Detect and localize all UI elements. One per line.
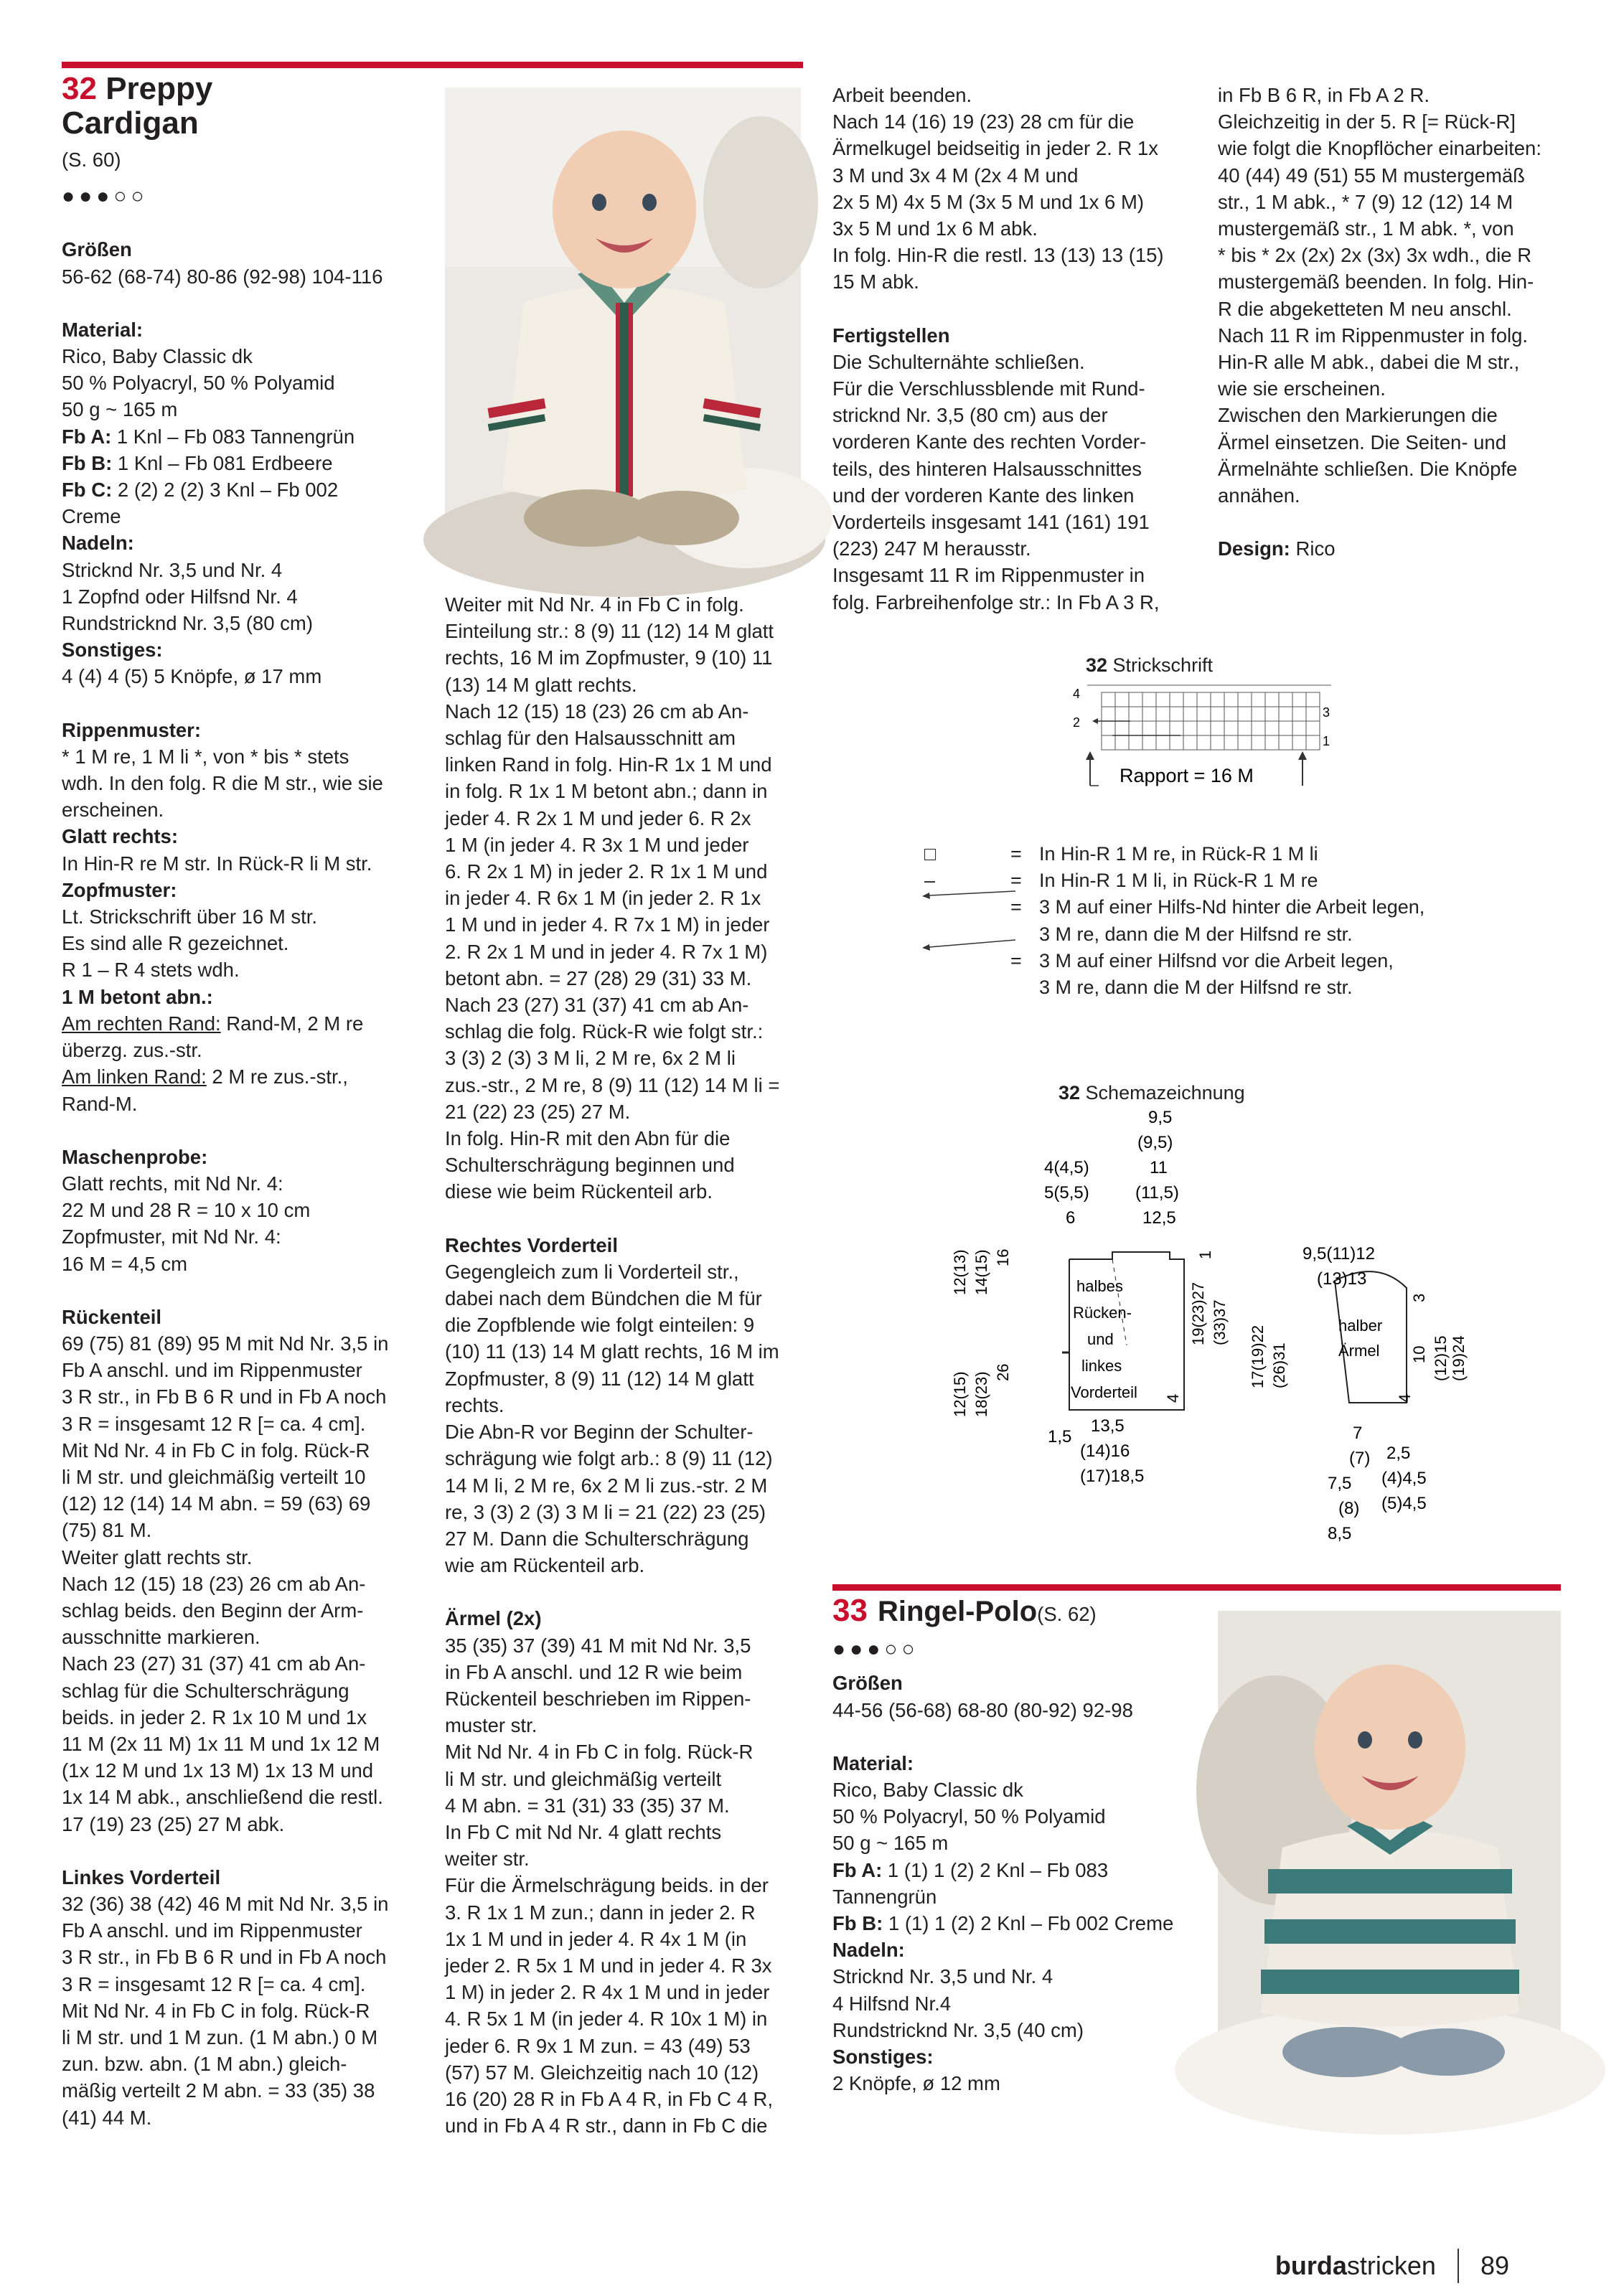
text-line: * bis * 2x (2x) 2x (3x) 3x wdh., die R [1218,244,1532,267]
section-heading: Maschenprobe: [62,1145,208,1168]
text-line: rechts. [445,1393,504,1416]
chart-cell [1238,692,1252,707]
text-line: 3 R = insgesamt 12 R [= ca. 4 cm]. [62,1972,366,1995]
chart-cell [1292,707,1306,721]
text-line: weiter str. [445,1848,530,1871]
svg-text:6: 6 [1066,1208,1076,1228]
svg-text:4(4,5): 4(4,5) [1044,1158,1089,1177]
text-line: die Zopfblende wie folgt einteilen: 9 [445,1314,755,1337]
chart-cell [1224,721,1238,735]
text-line: R die abgeketteten M neu anschl. [1218,297,1512,320]
svg-text:5(5,5): 5(5,5) [1044,1183,1089,1203]
brand-logo: burdastricken [1275,2251,1436,2280]
legend-equals: = [1010,870,1022,892]
svg-text:17(19)22: 17(19)22 [1249,1325,1267,1388]
svg-text:16: 16 [994,1248,1012,1266]
text-line: schlag die folg. Rück-R wie folgt str.: [445,1020,764,1043]
chart-cell [1156,735,1170,750]
section-heading: Material: [62,318,144,341]
legend-text: 3 M re, dann die M der Hilfsnd re str. [1039,923,1353,945]
legend-text: In Hin-R 1 M li, in Rück-R 1 M re [1039,870,1318,892]
text-line: Zopfmuster, 8 (9) 11 (12) 14 M glatt [445,1367,754,1390]
chart-cell [1211,707,1224,721]
text-line: 3 (3) 2 (3) 3 M li, 2 M re, 6x 2 M li [445,1047,736,1070]
text-line: li M str. und gleichmäßig verteilt 10 [62,1465,366,1488]
text-line: Für die Ärmelschrägung beids. in der [445,1874,769,1897]
chart-cell [1252,721,1265,735]
text-line: str., 1 M abk., * 7 (9) 12 (12) 14 M [1218,190,1513,213]
legend-text: 3 M auf einer Hilfs-Nd hinter die Arbeit legen, [1039,896,1425,918]
baby-cardigan-photo [445,88,801,554]
svg-text:1,5: 1,5 [1048,1427,1072,1446]
svg-text:18(23): 18(23) [972,1371,990,1417]
text-line: Ärmel einsetzen. Die Seiten- und [1218,430,1507,453]
baby-cardigan-illustration [445,88,801,554]
text-line: In folg. Hin-R die restl. 13 (13) 13 (15) [832,244,1164,267]
legend-equals: = [1010,949,1022,971]
text-line: Mit Nd Nr. 4 in Fb C in folg. Rück-R [62,1999,370,2022]
text-line: schlag für die Schulterschrägung [62,1679,349,1702]
chart-cell [1224,735,1238,750]
section-heading: Rückenteil [62,1305,162,1328]
text-line: 27 M. Dann die Schulterschrägung [445,1527,749,1550]
column-4: in Fb B 6 R, in Fb A 2 R. Gleichzeitig in der 5. R [= Rück-R] wie folgt die Knopflöcher einarbeiten: 40 (44) 49 (51) 55 M mustergemäß str., 1 M abk., * 7 (9) 12 (12) 14 M mustergemäß str., 1 M abk. *, von * bis * 2x (2x) 2x (3x) 3x wdh., die R mustergemäß beenden. In folg. Hin- R die abgeketteten M neu anschl. Nach 11 R im Rippenmuster in folg. Hin-R alle M abk., dabei die M str., wie sie erscheinen. Zwischen den Markierungen die Ärmel einsetzen. Die Seiten- und Ärmelnähte schließen. Die Knöpfe annähen. Design: Rico [1218,82,1584,562]
text-line: 1 M und in jeder 4. R 7x 1 M) in jeder [445,913,770,936]
text-line: Fb A anschl. und im Rippenmuster [62,1919,362,1942]
chart-cell [1238,721,1252,735]
text-line: wie am Rückenteil arb. [445,1554,645,1577]
chart-cell [1306,735,1320,750]
text-line: 1x 1 M und in jeder 4. R 4x 1 M (in [445,1927,747,1950]
chart-cell [1156,692,1170,707]
text-line: 69 (75) 81 (89) 95 M mit Nd Nr. 3,5 in [62,1332,389,1355]
text-line: (10) 11 (13) 14 M glatt rechts, 16 M im [445,1340,779,1363]
chart-cell [1292,735,1306,750]
text-line: (41) 44 M. [62,2106,152,2129]
text-line: Weiter glatt rechts str. [62,1545,253,1568]
text-line: 3 R str., in Fb B 6 R und in Fb A noch [62,1385,387,1408]
text-line: Nach 11 R im Rippenmuster in folg. [1218,324,1529,347]
text-line: 32 (36) 38 (42) 46 M mit Nd Nr. 3,5 in [62,1892,389,1915]
text-line: Nach 12 (15) 18 (23) 26 cm ab An- [62,1572,366,1595]
text-line: Nach 23 (27) 31 (37) 41 cm ab An- [445,994,749,1017]
text-line: 2. R 2x 1 M und in jeder 4. R 7x 1 M) [445,940,768,963]
text-line: Arbeit beenden. [832,84,972,106]
text-line: 35 (35) 37 (39) 41 M mit Nd Nr. 3,5 [445,1634,751,1657]
text-line: beids. in jeder 2. R 1x 10 M und 1x [62,1705,367,1728]
text-line: 15 M abk. [832,270,919,293]
text-line: annähen. [1218,484,1300,507]
difficulty-rating: ●●●○○ [62,184,149,209]
text-line: In folg. Hin-R mit den Abn für die [445,1127,731,1150]
legend-text: In Hin-R 1 M re, in Rück-R 1 M li [1039,843,1318,865]
chart-cell [1102,692,1115,707]
text-line: Hin-R alle M abk., dabei die M str., [1218,351,1520,374]
chart-cell [1129,721,1142,735]
chart-cell [1197,721,1211,735]
text-line: jeder 4. R 2x 1 M und jeder 6. R 2x [445,806,751,829]
section-heading: Rechtes Vorderteil [445,1233,618,1256]
chart-cell [1279,721,1292,735]
text-line: stricknd Nr. 3,5 (80 cm) aus der [832,404,1108,427]
chart-cell [1211,721,1224,735]
text-line: linken Rand in folg. Hin-R 1x 1 M und [445,753,772,776]
svg-text:(4)4,5: (4)4,5 [1381,1469,1427,1488]
baby-polo-photo [1218,1611,1561,2079]
text-line: teils, des hinteren Halsausschnittes [832,457,1142,480]
svg-text:12(13): 12(13) [951,1249,969,1295]
legend-symbol: □ [924,843,937,865]
svg-text:4: 4 [1396,1393,1414,1403]
text-line: in Fb B 6 R, in Fb A 2 R. [1218,84,1430,106]
text-line: zus.-str., 2 M re, 8 (9) 11 (12) 14 M li = [445,1073,780,1096]
text-line: wie folgt die Knopflöcher einarbeiten: [1218,137,1541,160]
text-line: Vorderteils insgesamt 141 (161) 191 [832,511,1150,534]
svg-text:3: 3 [1410,1293,1428,1302]
article-number: 32 [62,71,97,106]
chart-cell [1252,692,1265,707]
text-line: In Fb C mit Nd Nr. 4 glatt rechts [445,1820,722,1843]
chart-cell [1252,735,1265,750]
section-heading: Größen [832,1672,903,1695]
svg-text:26: 26 [994,1363,1012,1381]
section-heading: Zopfmuster: [62,878,177,901]
section-heading: Größen [62,238,132,261]
text-line: Insgesamt 11 R im Rippenmuster in [832,564,1145,587]
schema-caption: 32 Schemazeichnung [1059,1082,1245,1104]
column-3 [832,82,1191,616]
section-heading: Linkes Vorderteil [62,1866,221,1888]
legend-text: 3 M re, dann die M der Hilfsnd re str. [1039,977,1353,999]
chart-cell [1265,721,1279,735]
text-line: Für die Verschlussblende mit Rund- [832,377,1145,400]
text-line: Die Schulternähte schließen. [832,350,1085,373]
text-line: schrägung wie folgt arb.: 8 (9) 11 (12) [445,1447,773,1470]
chart-cell [1156,721,1170,735]
text-line: mustergemäß str., 1 M abk. *, von [1218,217,1514,240]
rapport-label: Rapport = 16 M [1120,765,1254,786]
text-line: 16 (20) 28 R in Fb A 4 R, in Fb C 4 R, [445,2087,774,2110]
text-line: Mit Nd Nr. 4 in Fb C in folg. Rück-R [62,1439,370,1462]
chart-cell [1102,721,1115,735]
chart-cell [1170,707,1183,721]
text-line: mäßig verteilt 2 M abn. = 33 (35) 38 [62,2079,375,2102]
header-red-bar-ringel [832,1584,1561,1591]
chart-cell [1238,707,1252,721]
text-line: Fb A anschl. und im Rippenmuster [62,1359,362,1382]
text-line: Weiter mit Nd Nr. 4 in Fb C in folg. [445,593,744,616]
chart-cell [1292,692,1306,707]
chart-cell [1279,692,1292,707]
section-heading: Glatt rechts: [62,825,178,848]
svg-text:2,5: 2,5 [1386,1444,1411,1463]
svg-text:1: 1 [1196,1250,1214,1259]
svg-text:14(15): 14(15) [972,1249,990,1295]
text-line: 1x 14 M abk., anschließend die restl. [62,1786,383,1809]
chart-cell [1306,721,1320,735]
svg-text:(26)31: (26)31 [1270,1342,1288,1388]
text-line: Schulterschrägung beginnen und [445,1154,735,1177]
text-line: in folg. R 1x 1 M betont abn.; dann in [445,780,768,803]
legend-row [919,974,1564,1001]
chart-cell [1211,735,1224,750]
strickschrift-caption: 32 Strickschrift [1086,654,1214,676]
aermel-text [445,1632,804,2140]
chart-cell [1142,721,1156,735]
svg-text:7: 7 [1353,1424,1363,1443]
svg-text:(12)15: (12)15 [1432,1335,1450,1381]
text-line: und in Fb A 4 R str., dann in Fb C die [445,2114,768,2137]
chart-cell [1183,692,1197,707]
chart-cell [1252,707,1265,721]
baby-polo-illustration [1218,1611,1561,2079]
legend-symbol [919,974,1010,1001]
chart-cell [1197,707,1211,721]
text-line: 17 (19) 23 (25) 27 M abk. [62,1812,285,1835]
page-reference: (S. 60) [62,149,121,171]
svg-text:linkes: linkes [1081,1357,1122,1375]
text-line: betont abn. = 27 (28) 29 (31) 33 M. [445,966,752,989]
vorderteil-continued-text [445,591,804,1205]
text-line: Zwischen den Markierungen die [1218,404,1498,427]
section-heading: Material: [832,1751,914,1774]
text-line: jeder 6. R 9x 1 M zun. = 43 (49) 53 [445,2034,751,2057]
chart-cell [1306,692,1320,707]
text-line: schlag für den Halsausschnitt am [445,727,736,750]
svg-text:(9,5): (9,5) [1137,1133,1173,1152]
text-line: Mit Nd Nr. 4 in Fb C in folg. Rück-R [445,1741,754,1764]
svg-text:9,5(11)12: 9,5(11)12 [1303,1244,1375,1264]
text-line: wie sie erscheinen. [1218,377,1386,400]
legend-arrow-icons [919,890,1019,961]
svg-text:(17)18,5: (17)18,5 [1080,1467,1145,1486]
chart-cell [1197,692,1211,707]
row-label: 4 [1073,687,1081,701]
legend-symbol: – [924,870,936,892]
row-label: 1 [1323,734,1330,748]
text-line: Gleichzeitig in der 5. R [= Rück-R] [1218,110,1516,133]
chart-cell [1265,707,1279,721]
svg-text:Rücken-: Rücken- [1073,1304,1132,1322]
svg-text:(13)13: (13)13 [1317,1269,1367,1289]
text-line: 1 M (in jeder 4. R 3x 1 M und jeder [445,833,749,856]
section-heading: Fertigstellen [832,324,950,347]
svg-text:19(23)27: 19(23)27 [1189,1281,1207,1345]
legend-row [919,841,1564,867]
section-heading: Rippenmuster: [62,718,202,741]
svg-text:9,5: 9,5 [1148,1108,1173,1127]
text-line: (223) 247 M herausstr. [832,537,1031,560]
text-line: Nach 12 (15) 18 (23) 26 cm ab An- [445,700,749,723]
footer-divider [1458,2249,1459,2283]
svg-text:Ärmel: Ärmel [1338,1342,1380,1360]
text-line: und der vorderen Kante des linken [832,484,1135,507]
row-label: 3 [1323,705,1330,720]
section-heading: Sonstiges: [832,2046,934,2069]
text-line: 2x 5 M) 4x 5 M (3x 5 M und 1x 6 M) [832,190,1145,213]
rechtes-text [445,1258,804,1578]
svg-text:(8): (8) [1338,1499,1360,1518]
text-line: schlag beids. den Beginn der Arm- [62,1599,364,1622]
svg-text:10: 10 [1410,1345,1428,1363]
text-line: 3x 5 M und 1x 6 M abk. [832,217,1038,240]
chart-cell [1265,735,1279,750]
text-line: li M str. und 1 M zun. (1 M abn.) 0 M [62,2026,378,2048]
text-line: 3. R 1x 1 M zun.; dann in jeder 2. R [445,1901,756,1924]
knopfloch-text [1218,82,1584,509]
text-line: re, 3 (3) 2 (3) 3 M li = 21 (22) 23 (25) [445,1500,766,1523]
section-heading: Nadeln: [62,532,134,555]
text-line: Nach 23 (27) 31 (37) 41 cm ab An- [62,1652,366,1675]
chart-cell [1183,707,1197,721]
svg-text:halber: halber [1338,1317,1383,1335]
chart-cell [1129,692,1142,707]
page-number: 89 [1480,2251,1509,2280]
text-line: 4 M abn. = 31 (31) 33 (35) 37 M. [445,1794,730,1817]
text-line: dabei nach dem Bündchen die M für [445,1287,762,1310]
text-line: (12) 12 (14) 14 M abn. = 59 (63) 69 [62,1492,371,1515]
svg-text:Vorderteil: Vorderteil [1071,1383,1137,1401]
text-line: 14 M li, 2 M re, 6x 2 M li zus.-str. 2 M [445,1474,768,1497]
schema-drawing [947,1108,1468,1561]
chart-cell [1170,721,1183,735]
text-line: 21 (22) 23 (25) 27 M. [445,1100,631,1123]
chart-cell [1224,707,1238,721]
strickschrift-chart [1073,685,1346,793]
chart-cell [1142,692,1156,707]
chart-cell [1170,692,1183,707]
text-line: muster str. [445,1714,538,1737]
chart-cell [1170,735,1183,750]
text-line: Rückenteil beschrieben im Rippen- [445,1687,751,1710]
text-line: (1x 12 M und 1x 13 M) 1x 13 M und [62,1759,374,1782]
row-label: 2 [1073,715,1081,730]
text-line: 3 M und 3x 4 M (2x 4 M und [832,164,1079,187]
text-line: 6. R 2x 1 M) in jeder 2. R 1x 1 M und [445,860,768,883]
chart-cell [1102,735,1115,750]
chart-cell [1115,721,1129,735]
svg-text:(14)16: (14)16 [1080,1441,1130,1461]
chart-cell [1115,735,1129,750]
chart-cell [1129,735,1142,750]
svg-text:7,5: 7,5 [1328,1474,1352,1493]
text-line: rechts, 16 M im Zopfmuster, 9 (10) 11 [445,646,773,669]
chart-cell [1238,735,1252,750]
article-title: 32 Preppy Cardigan [62,71,213,141]
svg-text:(33)37: (33)37 [1211,1299,1229,1345]
text-line: Ärmelkugel beidseitig in jeder 2. R 1x [832,137,1158,160]
chart-cell [1183,735,1197,750]
linkes-text [62,1891,435,2131]
legend-text: 3 M auf einer Hilfsnd vor die Arbeit legen, [1039,949,1394,971]
text-line: Nach 14 (16) 19 (23) 28 cm für die [832,110,1135,133]
text-line: 11 M (2x 11 M) 1x 11 M und 1x 12 M [62,1732,380,1755]
text-line: folg. Farbreihenfolge str.: In Fb A 3 R, [832,591,1160,613]
fertigstellen-text [832,349,1191,616]
svg-text:halbes: halbes [1076,1277,1123,1295]
text-line: 3 R str., in Fb B 6 R und in Fb A noch [62,1946,387,1969]
svg-text:(7): (7) [1349,1449,1371,1468]
chart-cell [1292,721,1306,735]
svg-text:(11,5): (11,5) [1135,1183,1179,1203]
difficulty-rating: ●●●○○ [832,1637,919,1662]
chart-cell [1129,707,1142,721]
svg-text:(19)24: (19)24 [1450,1335,1468,1381]
chart-cell [1183,721,1197,735]
text-line: ausschnitte markieren. [62,1626,261,1649]
section-heading: 1 M betont abn.: [62,985,213,1008]
chart-cell [1197,735,1211,750]
column-2 [445,591,804,2139]
ringel-polo-section: 33 Ringel-Polo (S. 62) ●●●○○ Größen 44-56 (56-68) 68-80 (80-92) 92-98 Material: Rico, Baby Classic dk 50 % Polyacryl, 50 % Polyamid 50 g ~ 165 m Fb A: 1 (1) 1 (2) 2 Knl – Fb 083 Tannengrün Fb B: 1 (1) 1 (2) 2 Knl – Fb 002 Creme Nadeln: Stricknd Nr. 3,5 und Nr. 4 4 Hilfsnd Nr.4 Rundstricknd Nr. 3,5 (40 cm) Sonstiges: 2 Knöpfe, ø 12 mm [832,1597,1191,2097]
text-line: zun. bzw. abn. (1 M abn.) gleich- [62,2053,347,2076]
svg-text:(5)4,5: (5)4,5 [1381,1494,1427,1513]
header-red-bar-left [62,62,803,68]
chart-cell [1115,707,1129,721]
ruecken-text [62,1330,435,1838]
aermel-continued-text [832,82,1191,296]
svg-text:4: 4 [1164,1393,1182,1403]
legend-equals [1010,974,1039,1001]
text-line: Einteilung str.: 8 (9) 11 (12) 14 M glatt [445,620,774,643]
text-line: in jeder 4. R 6x 1 M (in jeder 2. R 1x [445,887,761,910]
column-1: 32 Preppy Cardigan (S. 60) ●●●○○ Größen 56-62 (68-74) 80-86 (92-98) 104-116 Material: Rico, Baby Classic dk 50 % Polyacryl, 50 % Polyamid 50 g ~ 165 m Fb A: 1 Knl – Fb 083 Tannengrün Fb B: 1 Knl – Fb 081 Erdbeere Fb C: 2 (2) 2 (2) 3 Knl – Fb 002 Creme Nadeln: Stricknd Nr. 3,5 und Nr. 4 1 Zopfnd oder Hilfsnd Nr. 4 Rundstricknd Nr. 3,5 (80 cm) Sonstiges: 4 (4) 4 (5) 5 Knöpfe, ø 17 mm Rippenmuster: * 1 M re, 1 M li *, von * bis * stets wdh. In den folg. R die M str., wie sie erscheinen. Glatt rechts: In Hin-R re M str. In Rück-R li M str. Zopfmuster: Lt. Strickschrift über 16 M str. Es sind alle R gezeichnet. R 1 – R 4 stets wdh. 1 M betont abn.: Am rechten Rand: Rand-M, 2 M re überzg. zus.-str. Am linken Rand: 2 M re zus.-str., Rand-M. Maschenprobe: Glatt rechts, mit Nd Nr. 4: 22 M und 28 R = 10 x 10 cm Zopfmuster, mit Nd Nr. 4: 16 M = 4,5 cm Rückenteil 69 (75) 81 (89) 95 M mit Nd Nr. 3,5 in Fb A anschl. und im Rippenmuster 3 R str., in Fb B 6 R und in Fb A noch 3 R = insgesamt 12 R [= ca. 4 cm]. Mit Nd Nr. 4 in Fb C in folg. Rück-R li M str. und gleichmäßig verteilt 10 (12) 12 (14) 14 M abn. = 59 (63) 69 (75) 81 M. Weiter glatt rechts str. Nach 12 (15) 18 (23) 26 cm ab An- schlag beids. den Beginn der Arm- ausschnitte markieren. Nach 23 (27) 31 (37) 41 cm ab An- schlag für die Schulterschrägung beids. in jeder 2. R 1x 10 M und 1x 11 M (2x 11 M) 1x 11 M und 1x 12 M (1x 12 M und 1x 13 M) 1x 13 M und 1x 14 M abk., anschließend die restl. 17 (19) 23 (25) 27 M abk. Linkes Vorderteil 32 (36) 38 (42) 46 M mit Nd Nr. 3,5 in Fb A anschl. und im Rippenmuster 3 R str., in Fb B 6 R und in Fb A noch 3 R = insgesamt 12 R [= ca. 4 cm]. Mit Nd Nr. 4 in Fb C in folg. Rück-R li M str. und 1 M zun. (1 M abn.) 0 M zun. bzw. abn. (1 M abn.) gleich- mäßig verteilt 2 M abn. = 33 (35) 38 (41) 44 M. [62,72,435,2131]
legend-equals: = [1010,896,1022,918]
text-line: (13) 14 M glatt rechts. [445,673,637,696]
section-heading: Nadeln: [832,1939,905,1962]
text-line: jeder 2. R 5x 1 M und in jeder 4. R 3x [445,1954,772,1977]
chart-cell [1279,735,1292,750]
text-line: 4. R 5x 1 M (in jeder 4. R 10x 1 M) in [445,2008,768,2031]
text-line: 40 (44) 49 (51) 55 M mustergemäß [1218,164,1525,187]
text-line: Die Abn-R vor Beginn der Schulter- [445,1421,754,1444]
page-footer [1275,2249,1509,2283]
text-line: (75) 81 M. [62,1519,152,1542]
text-line: diese wie beim Rückenteil arb. [445,1180,713,1203]
chart-cell [1102,707,1115,721]
section-heading: Sonstiges: [62,639,163,662]
section-heading: Ärmel (2x) [445,1607,542,1630]
chart-cell [1115,692,1129,707]
text-line: (57) 57 M. Gleichzeitig nach 10 (12) [445,2061,759,2084]
text-line: in Fb A anschl. und 12 R wie beim [445,1660,743,1683]
chart-cell [1211,692,1224,707]
chart-cell [1306,707,1320,721]
chart-cell [1142,735,1156,750]
svg-text:und: und [1087,1330,1114,1348]
chart-cell [1156,707,1170,721]
svg-text:12,5: 12,5 [1142,1208,1176,1228]
text-line: Ärmelnähte schließen. Die Knöpfe [1218,457,1518,480]
chart-cell [1142,707,1156,721]
svg-text:13,5: 13,5 [1091,1416,1125,1436]
text-line: 1 M) in jeder 2. R 4x 1 M und in jeder [445,1981,770,2004]
svg-text:11: 11 [1150,1158,1168,1177]
chart-cell [1265,692,1279,707]
text-line: vorderen Kante des rechten Vorder- [832,430,1147,453]
svg-text:12(15): 12(15) [951,1371,969,1417]
text-line: Gegengleich zum li Vorderteil str., [445,1260,739,1283]
chart-cell [1279,707,1292,721]
text-line: li M str. und gleichmäßig verteilt [445,1767,722,1790]
text-line: mustergemäß beenden. In folg. Hin- [1218,270,1534,293]
text-line: 3 R = insgesamt 12 R [= ca. 4 cm]. [62,1412,366,1435]
legend-equals: = [1010,843,1022,865]
ringel-title: 33 Ringel-Polo (S. 62) [832,1593,1097,1628]
svg-text:8,5: 8,5 [1328,1524,1352,1543]
chart-cell [1224,692,1238,707]
